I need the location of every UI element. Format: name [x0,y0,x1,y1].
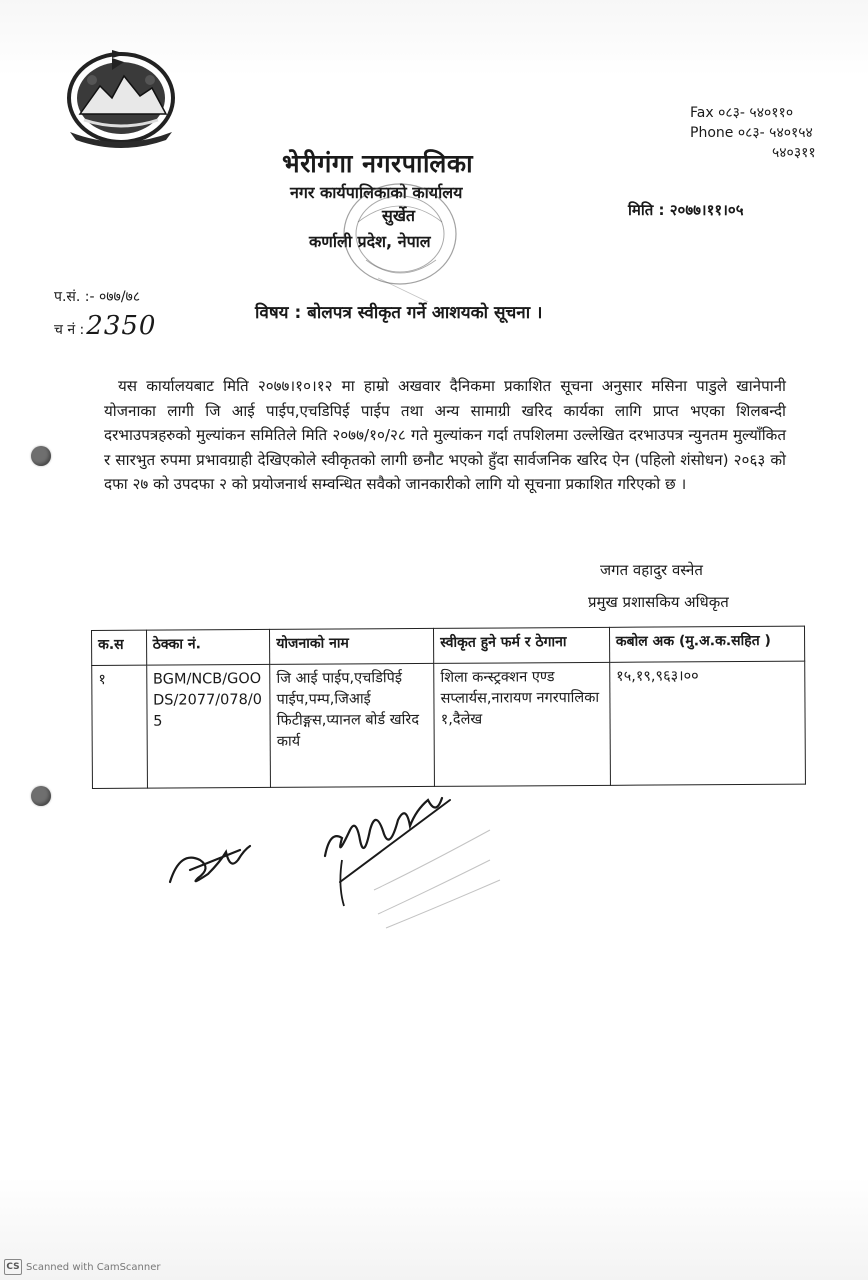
cell-firm-address: शिला कन्स्ट्रक्शन एण्ड सप्लार्यस,नारायण नगरपालिका १,दैलेख [434,662,610,786]
office-name: नगर कार्यपालिकाको कार्यालय [290,183,463,202]
cell-project-name: जि आई पाईप,एचडिपिई पाईप,पम्प,जिआई फिटीङ्गस,प्यानल बोर्ड खरिद कार्य [270,663,435,787]
punch-hole [31,446,51,466]
phone-number-extra: ५४०३११ [772,145,816,161]
dispatch-number [54,311,156,341]
dispatch-label: च नं : [54,322,85,338]
dispatch-value: 2350 [86,311,157,341]
phone-number: Phone ०८३- ५४०१५४ [690,125,813,141]
scanner-watermark [4,1259,161,1275]
scanner-text: Scanned with CamScanner [26,1261,161,1273]
table-row [92,661,806,788]
office-stamp [318,182,468,304]
letter-reference: प.सं. :- ०७७/७८ [54,289,141,305]
issue-date: मिति : २०७७।११।०५ [628,201,744,219]
camscanner-logo-icon: CS [4,1259,22,1275]
nepal-emblem-icon [62,40,180,150]
header-firm-address: स्वीकृत हुने फर्म र ठेगाना [434,627,610,663]
header-contract-no: ठेक्का नं. [146,629,270,665]
organization-name: भेरीगंगा नगरपालिका [282,149,474,178]
office-province: कर्णाली प्रदेश, नेपाल [309,232,431,251]
signatory-title: प्रमुख प्रशासकिय अधिकृत [588,593,729,611]
office-city: सुर्खेत [382,206,416,225]
cell-bid-amount: १५,१९,९६३।०० [610,661,806,785]
fax-number: Fax ०८३- ५४०११० [690,105,794,121]
cell-contract-no: BGM/NCB/GOODS/2077/078/05 [146,664,270,788]
contact-block [690,103,816,163]
award-table [91,626,806,789]
notice-subject: विषय : बोलपत्र स्वीकृत गर्ने आशयको सूचना । [255,303,543,323]
cell-serial: १ [92,665,147,788]
header-bid-amount: कबोल अक (मु.अ.क.सहित ) [609,626,804,662]
signatory-name: जगत वहादुर वस्नेत [600,561,703,579]
header-project-name: योजनाको नाम [270,628,434,664]
punch-hole [31,786,51,806]
signatures [160,790,540,940]
notice-body: यस कार्यालयबाट मिति २०७७।१०।१२ मा हाम्रो अखवार दैनिकमा प्रकाशित सूचना अनुसार मसिना पाडुले खानेपानी योजनाका लागी जि आई पाईप,एचडिपिई पाईप तथा अन्य सामाग्री खरिद कार्यका लागि प्राप्त भएका शिलबन्दी दरभाउपत्रहरुको मुल्यांकन समितिले मिति २०७७/१०/२८ गते मुल्यांकन गर्दा तपशिलमा उल्लेखित दरभाउपत्र न्युनतम मुल्याँकित र सारभुत रुपमा प्रभावग्राही देखिएकोले स्वीकृतको लागी छनौट भएको हुँदा सार्वजनिक खरिद ऐन (पहिलो शंसोधन) २०६३ को दफा २७ को उपदफा २ को प्रयोजनार्थ सम्वन्धित सवैको जानकारीको लागि यो सूचनाा प्रकाशित गरिएको छ । [104,377,786,493]
table-header-row [92,626,805,665]
header-serial: क.स [92,630,147,665]
